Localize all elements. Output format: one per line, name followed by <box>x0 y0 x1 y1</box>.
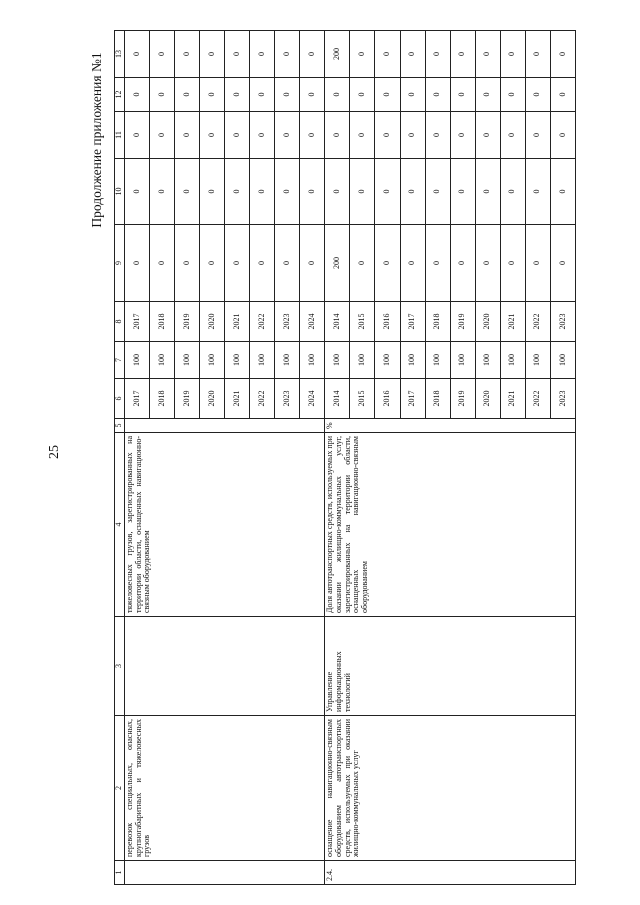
cell-c11: 0 <box>150 112 175 159</box>
cell-c10: 0 <box>250 159 275 225</box>
cell-c10: 0 <box>400 159 425 225</box>
cell-c6: 2016 <box>375 379 400 419</box>
cell-c11: 0 <box>525 112 550 159</box>
table-row <box>325 31 350 885</box>
cell-c7: 100 <box>275 342 300 379</box>
cell-c6: 2021 <box>225 379 250 419</box>
cell-c9: 0 <box>400 225 425 302</box>
cell-c12: 0 <box>350 78 375 112</box>
cell-c6: 2023 <box>275 379 300 419</box>
cell-c12: 0 <box>225 78 250 112</box>
cell-c13: 0 <box>225 31 250 78</box>
cell-c6: 2024 <box>300 379 325 419</box>
cell-c8: 2021 <box>500 302 525 342</box>
cell-event-name: оснащение навигационно-связным оборудованием автотранспортных средств, используемых при оказании жилищно-коммунальных услуг <box>325 716 576 861</box>
cell-c9: 200 <box>325 225 350 302</box>
cell-c6: 2018 <box>425 379 450 419</box>
cell-c13: 0 <box>200 31 225 78</box>
cell-c7: 100 <box>250 342 275 379</box>
cell-c8: 2023 <box>550 302 575 342</box>
cell-c12: 0 <box>375 78 400 112</box>
cell-c13: 0 <box>275 31 300 78</box>
cell-c8: 2016 <box>375 302 400 342</box>
cell-c11: 0 <box>500 112 525 159</box>
cell-c11: 0 <box>175 112 200 159</box>
cell-c7: 100 <box>325 342 350 379</box>
page-number: 25 <box>47 445 62 459</box>
cell-c6: 2019 <box>450 379 475 419</box>
cell-c6: 2020 <box>475 379 500 419</box>
cell-c9: 0 <box>125 225 150 302</box>
cell-c11: 0 <box>400 112 425 159</box>
header-col-5: 5 <box>115 419 125 433</box>
cell-c9: 0 <box>275 225 300 302</box>
cell-c8: 2022 <box>525 302 550 342</box>
cell-c6: 2014 <box>325 379 350 419</box>
cell-unit <box>125 419 325 433</box>
cell-c8: 2019 <box>450 302 475 342</box>
cell-c7: 100 <box>175 342 200 379</box>
header-col-2: 2 <box>115 716 125 861</box>
cell-c11: 0 <box>350 112 375 159</box>
cell-c6: 2021 <box>500 379 525 419</box>
cell-c8: 2014 <box>325 302 350 342</box>
cell-c11: 0 <box>200 112 225 159</box>
cell-event-name: перевозок специальных, опасных, крупногабаритных и тяжеловесных грузов <box>125 716 325 861</box>
cell-c13: 0 <box>550 31 575 78</box>
cell-c10: 0 <box>175 159 200 225</box>
cell-c6: 2022 <box>525 379 550 419</box>
cell-c11: 0 <box>475 112 500 159</box>
cell-c13: 0 <box>425 31 450 78</box>
cell-c8: 2018 <box>150 302 175 342</box>
cell-c8: 2020 <box>200 302 225 342</box>
cell-c7: 100 <box>350 342 375 379</box>
cell-c13: 0 <box>500 31 525 78</box>
cell-c10: 0 <box>325 159 350 225</box>
header-col-10: 10 <box>115 159 125 225</box>
cell-c13: 0 <box>450 31 475 78</box>
cell-c8: 2015 <box>350 302 375 342</box>
rotated-table-container <box>114 35 576 885</box>
table-row <box>125 31 150 885</box>
cell-c8: 2021 <box>225 302 250 342</box>
cell-c9: 0 <box>425 225 450 302</box>
cell-c7: 100 <box>525 342 550 379</box>
cell-c9: 0 <box>175 225 200 302</box>
cell-c9: 0 <box>350 225 375 302</box>
cell-c9: 0 <box>300 225 325 302</box>
cell-c12: 0 <box>200 78 225 112</box>
cell-row-number: 2.4. <box>325 861 576 885</box>
cell-c9: 0 <box>225 225 250 302</box>
cell-c6: 2017 <box>400 379 425 419</box>
header-col-3: 3 <box>115 617 125 716</box>
cell-c11: 0 <box>550 112 575 159</box>
cell-c10: 0 <box>375 159 400 225</box>
cell-c9: 0 <box>200 225 225 302</box>
cell-c7: 100 <box>550 342 575 379</box>
cell-c12: 0 <box>450 78 475 112</box>
cell-c11: 0 <box>275 112 300 159</box>
cell-c9: 0 <box>525 225 550 302</box>
cell-c8: 2022 <box>250 302 275 342</box>
cell-c13: 0 <box>400 31 425 78</box>
cell-c11: 0 <box>125 112 150 159</box>
cell-c10: 0 <box>525 159 550 225</box>
cell-c13: 0 <box>175 31 200 78</box>
cell-c12: 0 <box>425 78 450 112</box>
cell-row-number <box>125 861 325 885</box>
cell-c12: 0 <box>150 78 175 112</box>
cell-c7: 100 <box>300 342 325 379</box>
cell-c7: 100 <box>200 342 225 379</box>
cell-indicator: тяжеловесных грузов, зарегистрированных на территории области, оснащенных навигационно-связным оборудованием <box>125 433 325 617</box>
header-col-6: 6 <box>115 379 125 419</box>
cell-c13: 200 <box>325 31 350 78</box>
cell-c7: 100 <box>225 342 250 379</box>
cell-c11: 0 <box>425 112 450 159</box>
cell-c8: 2017 <box>125 302 150 342</box>
header-col-8: 8 <box>115 302 125 342</box>
cell-executor: Управление информационных технологий <box>325 617 576 716</box>
appendix-table <box>114 30 576 885</box>
cell-c6: 2018 <box>150 379 175 419</box>
cell-c10: 0 <box>200 159 225 225</box>
cell-c12: 0 <box>250 78 275 112</box>
cell-c7: 100 <box>400 342 425 379</box>
cell-c13: 0 <box>375 31 400 78</box>
header-col-12: 12 <box>115 78 125 112</box>
cell-c7: 100 <box>150 342 175 379</box>
cell-c8: 2024 <box>300 302 325 342</box>
cell-c7: 100 <box>125 342 150 379</box>
cell-executor <box>125 617 325 716</box>
cell-c13: 0 <box>125 31 150 78</box>
cell-c12: 0 <box>500 78 525 112</box>
cell-c13: 0 <box>475 31 500 78</box>
cell-c9: 0 <box>550 225 575 302</box>
cell-c10: 0 <box>450 159 475 225</box>
cell-c9: 0 <box>150 225 175 302</box>
cell-unit: % <box>325 419 576 433</box>
cell-indicator: Доля автотранспортных средств, используемых при оказании жилищно-коммунальных услуг, зарегистрированных на территории области, оснащенных навигационно-связным оборудованием <box>325 433 576 617</box>
cell-c12: 0 <box>175 78 200 112</box>
cell-c8: 2020 <box>475 302 500 342</box>
cell-c8: 2019 <box>175 302 200 342</box>
cell-c10: 0 <box>300 159 325 225</box>
cell-c12: 0 <box>475 78 500 112</box>
cell-c9: 0 <box>375 225 400 302</box>
header-col-4: 4 <box>115 433 125 617</box>
cell-c8: 2023 <box>275 302 300 342</box>
cell-c10: 0 <box>550 159 575 225</box>
cell-c12: 0 <box>325 78 350 112</box>
cell-c10: 0 <box>475 159 500 225</box>
cell-c9: 0 <box>475 225 500 302</box>
cell-c6: 2017 <box>125 379 150 419</box>
cell-c12: 0 <box>125 78 150 112</box>
cell-c10: 0 <box>275 159 300 225</box>
cell-c10: 0 <box>500 159 525 225</box>
cell-c12: 0 <box>300 78 325 112</box>
cell-c11: 0 <box>300 112 325 159</box>
cell-c6: 2022 <box>250 379 275 419</box>
cell-c9: 0 <box>250 225 275 302</box>
cell-c6: 2015 <box>350 379 375 419</box>
cell-c13: 0 <box>300 31 325 78</box>
cell-c10: 0 <box>125 159 150 225</box>
header-col-7: 7 <box>115 342 125 379</box>
header-number-row <box>115 31 125 885</box>
cell-c13: 0 <box>525 31 550 78</box>
cell-c11: 0 <box>325 112 350 159</box>
cell-c10: 0 <box>225 159 250 225</box>
cell-c7: 100 <box>425 342 450 379</box>
cell-c10: 0 <box>425 159 450 225</box>
cell-c13: 0 <box>250 31 275 78</box>
cell-c12: 0 <box>275 78 300 112</box>
cell-c12: 0 <box>525 78 550 112</box>
cell-c12: 0 <box>550 78 575 112</box>
cell-c13: 0 <box>150 31 175 78</box>
cell-c7: 100 <box>375 342 400 379</box>
cell-c11: 0 <box>375 112 400 159</box>
header-col-13: 13 <box>115 31 125 78</box>
cell-c9: 0 <box>500 225 525 302</box>
cell-c6: 2020 <box>200 379 225 419</box>
cell-c11: 0 <box>225 112 250 159</box>
cell-c6: 2019 <box>175 379 200 419</box>
cell-c7: 100 <box>475 342 500 379</box>
cell-c8: 2018 <box>425 302 450 342</box>
cell-c13: 0 <box>350 31 375 78</box>
cell-c11: 0 <box>450 112 475 159</box>
cell-c7: 100 <box>500 342 525 379</box>
header-col-1: 1 <box>115 861 125 885</box>
cell-c8: 2017 <box>400 302 425 342</box>
cell-c11: 0 <box>250 112 275 159</box>
cell-c9: 0 <box>450 225 475 302</box>
continuation-title: Продолжение приложения №1 <box>89 52 104 228</box>
cell-c7: 100 <box>450 342 475 379</box>
header-col-11: 11 <box>115 112 125 159</box>
cell-c12: 0 <box>400 78 425 112</box>
header-col-9: 9 <box>115 225 125 302</box>
cell-c10: 0 <box>350 159 375 225</box>
cell-c6: 2023 <box>550 379 575 419</box>
cell-c10: 0 <box>150 159 175 225</box>
